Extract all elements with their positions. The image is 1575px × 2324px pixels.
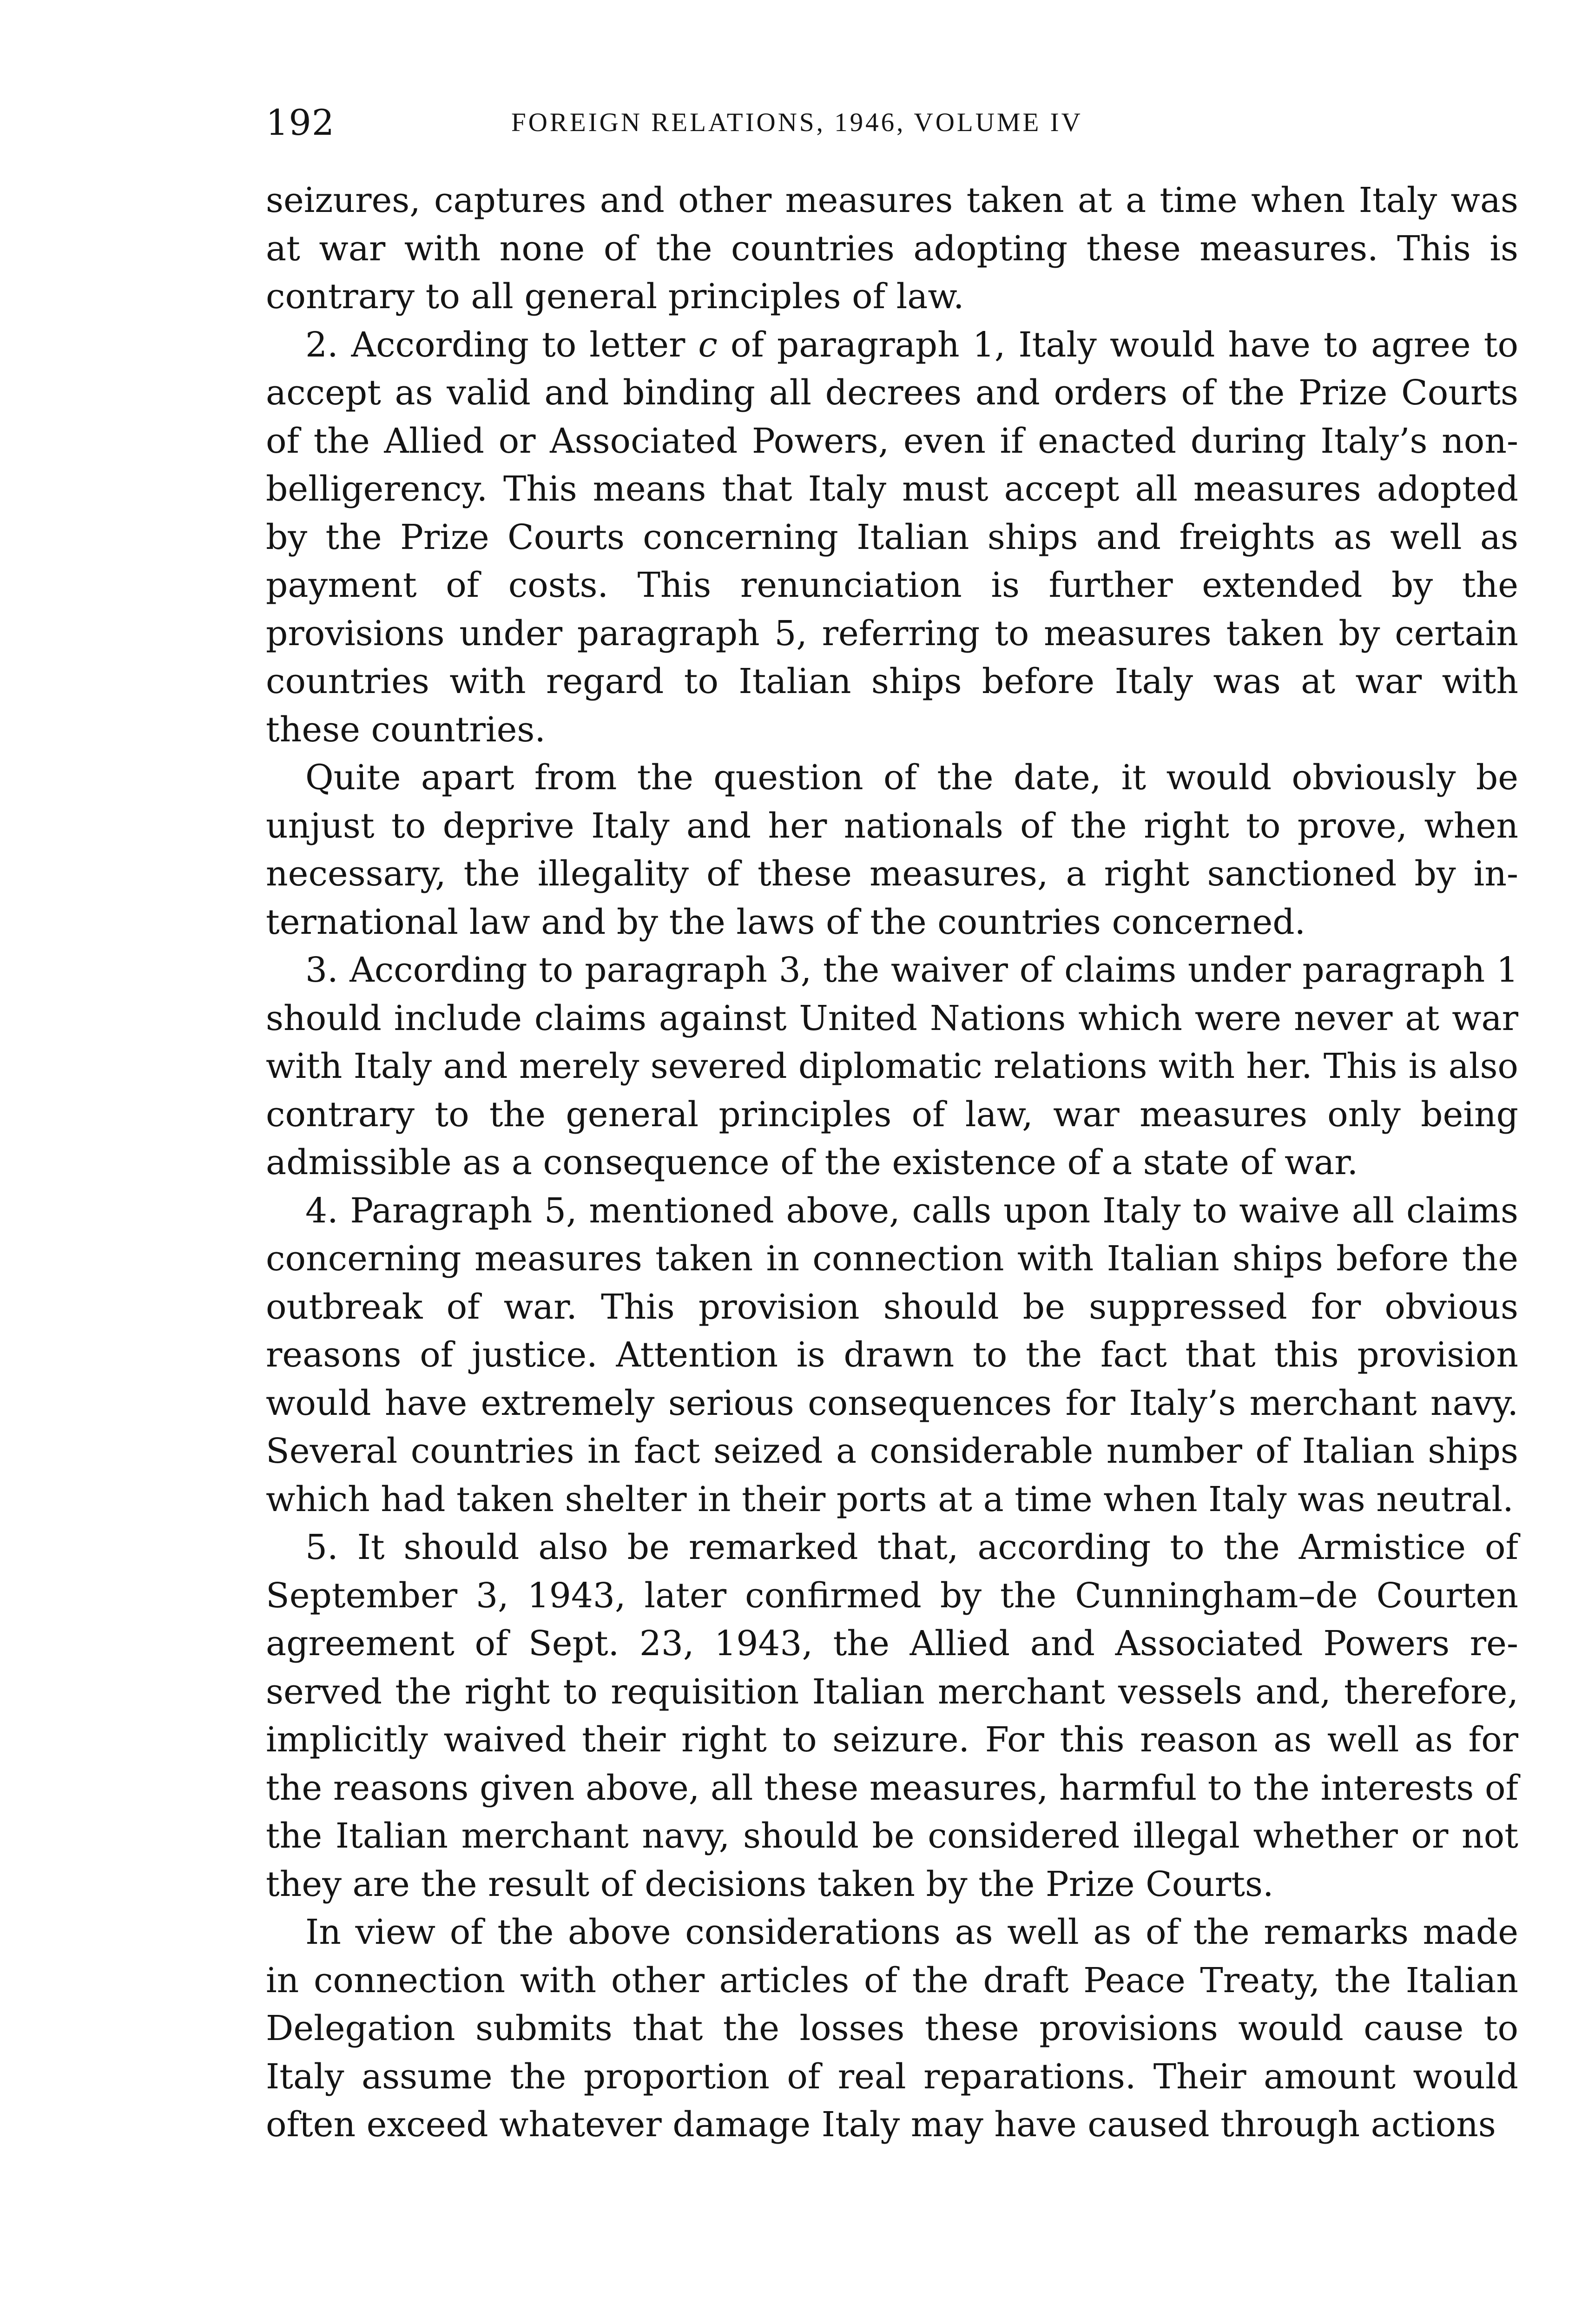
paragraph-item-5 bbox=[266, 1524, 1518, 1908]
paragraph-conclusion bbox=[266, 1908, 1518, 2149]
paragraph-text: 5. It should also be remarked that, according to the Armistice of September 3, 1943, later confirmed by the Cunningham–de Courten agreement of Sept. 23, 1943, the Allied and Associated Powers reserved the right to requisition Italian merchant vessels and, therefore, implicitly waived their right to seizure. For this reason as well as for the reasons given above, all these measures, harmful to the interests of the Italian merchant navy, should be considered illegal whether or not they are the result of decisions taken by the Prize Courts. bbox=[266, 1527, 1518, 1904]
body-text bbox=[266, 177, 1518, 2149]
letter-reference: c bbox=[698, 324, 718, 365]
paragraph-text: 4. Paragraph 5, mentioned above, calls upon Italy to waive all claims concerning measures taken in connection with Italian ships before the outbreak of war. This provision should be suppressed for obvious reasons of justice. Attention is drawn to the fact that this provision would have extremely serious consequences for Italy’s merchant navy. Several countries in fact seized a considerable number of Italian ships which had taken shelter in their ports at a time when Italy was neutral. bbox=[266, 1190, 1518, 1519]
paragraph-text: Quite apart from the question of the date, it would obviously be unjust to deprive Italy and her nationals of the right to prove, when necessary, the illegality of these measures, a right sanctioned by international law and by the laws of the countries concerned. bbox=[266, 758, 1518, 942]
paragraph-item-4 bbox=[266, 1187, 1518, 1524]
paragraph-text-end: of paragraph 1, Italy would have to agree to accept as valid and binding all decrees and orders of the Prize Courts of the Allied or Associated Powers, even if enacted during Italy’s non-belligerency. This means that Italy must accept all measures adopted by the Prize Courts concerning Italian ships and freights as well as payment of costs. This renunciation is further extended by the provisions under paragraph 5, referring to measures taken by certain countries with regard to Italian ships before Italy was at war with these countries. bbox=[266, 324, 1519, 750]
paragraph-item-2 bbox=[266, 321, 1518, 754]
paragraph-text: In view of the above considerations as well as of the remarks made in connection with other articles of the draft Peace Treaty, the Italian Delegation submits that the losses these provisions would cause to Italy assume the proportion of real reparations. Their amount would often exceed whatever damage Italy may have caused through actions bbox=[266, 1912, 1518, 2145]
running-title: FOREIGN RELATIONS, 1946, VOLUME IV bbox=[511, 108, 1083, 137]
paragraph-continued bbox=[266, 177, 1518, 321]
page-number: 192 bbox=[266, 102, 335, 143]
running-head bbox=[266, 99, 1521, 146]
paragraph-item-3 bbox=[266, 946, 1518, 1187]
paragraph-text: seizures, captures and other measures taken at a time when Italy was at war with none of the countries adopting these measures. This is contrary to all general principles of law. bbox=[266, 180, 1518, 317]
paragraph-date-question bbox=[266, 754, 1518, 946]
paragraph-text-start: 2. According to letter bbox=[305, 324, 699, 365]
paragraph-text: 3. According to paragraph 3, the waiver of claims under paragraph 1 should include claims against United Nations which were never at war with Italy and merely severed diplomatic relations with her. This is also contrary to the general principles of law, war measures only being admissible as a consequence of the existence of a state of war. bbox=[266, 950, 1518, 1182]
